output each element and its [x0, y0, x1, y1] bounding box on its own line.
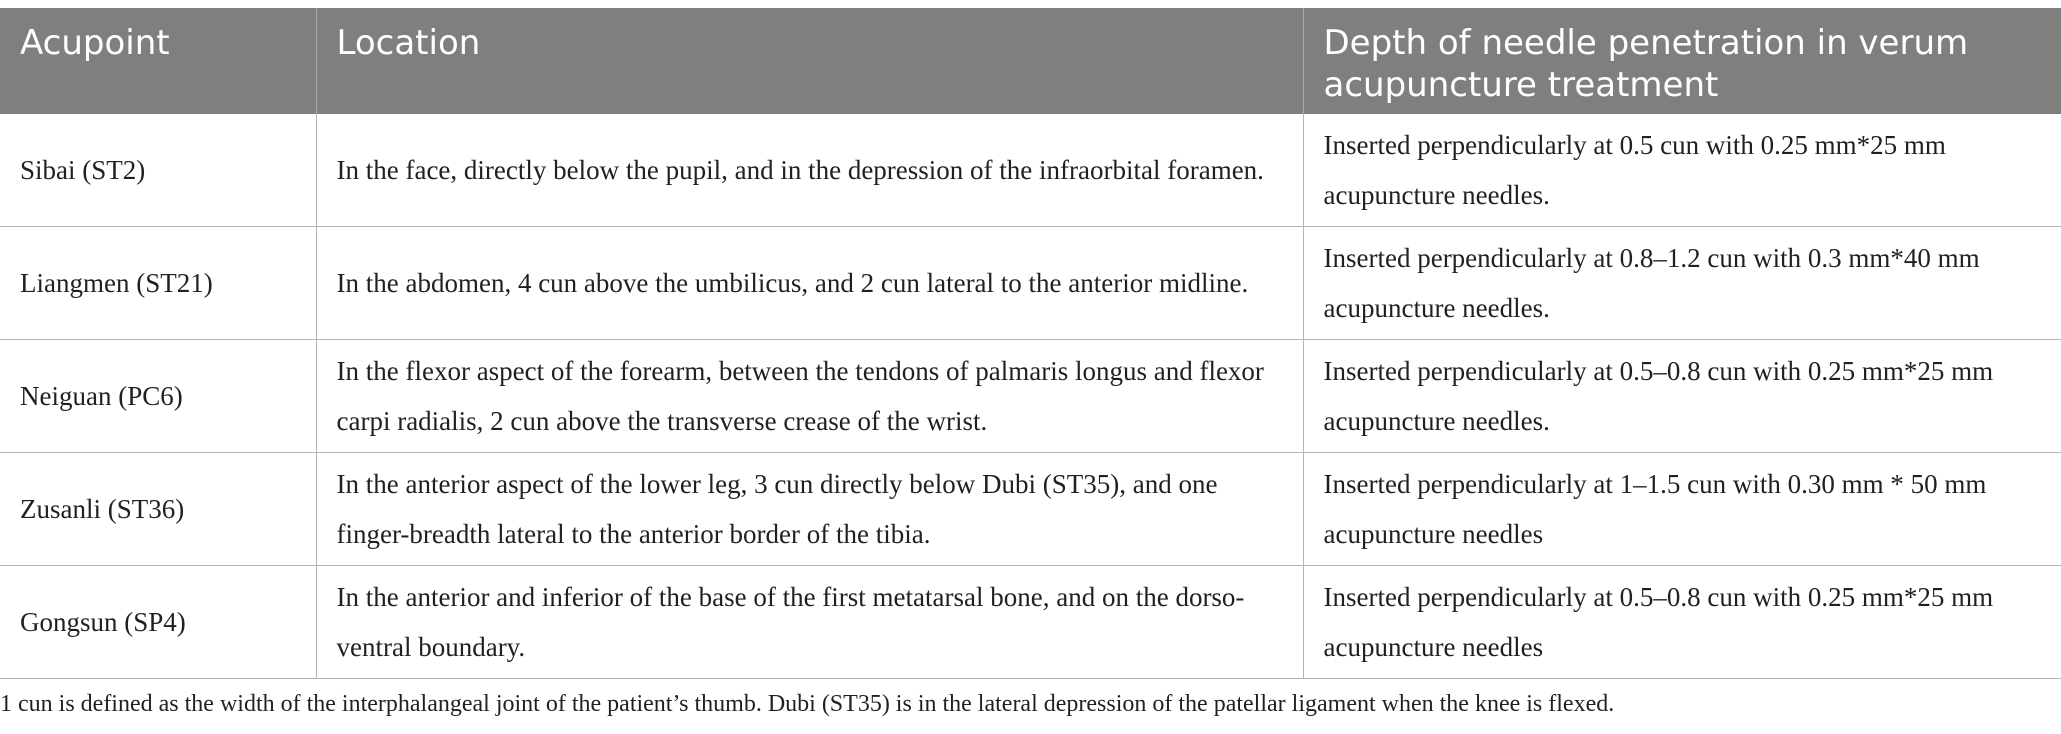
cell-acupoint: Zusanli (ST36): [0, 453, 316, 566]
table-footnote: 1 cun is defined as the width of the interphalangeal joint of the patient’s thumb. Dubi (ST35) is in the lateral depression of the patellar ligament when the knee is flexed.: [0, 691, 1615, 717]
table-row: [0, 340, 2061, 453]
cell-location: In the anterior aspect of the lower leg, 3 cun directly below Dubi (ST35), and one finger-breadth lateral to the anterior border of the tibia.: [316, 453, 1303, 566]
cell-depth: Inserted perpendicularly at 0.8–1.2 cun with 0.3 mm*40 mm acupuncture needles.: [1303, 227, 2061, 340]
table-row: [0, 566, 2061, 679]
table-row: [0, 453, 2061, 566]
header-location: Location: [316, 8, 1303, 114]
cell-acupoint: Sibai (ST2): [0, 114, 316, 227]
table-row: [0, 227, 2061, 340]
table-row: [0, 114, 2061, 227]
cell-location: In the flexor aspect of the forearm, between the tendons of palmaris longus and flexor carpi radialis, 2 cun above the transverse crease of the wrist.: [316, 340, 1303, 453]
cell-location: In the abdomen, 4 cun above the umbilicus, and 2 cun lateral to the anterior midline.: [316, 227, 1303, 340]
acupoint-table: [0, 8, 2061, 679]
cell-depth: Inserted perpendicularly at 0.5–0.8 cun with 0.25 mm*25 mm acupuncture needles: [1303, 566, 2061, 679]
header-depth: Depth of needle penetration in verum acupuncture treatment: [1303, 8, 2061, 114]
cell-acupoint: Gongsun (SP4): [0, 566, 316, 679]
cell-location: In the face, directly below the pupil, and in the depression of the infraorbital foramen.: [316, 114, 1303, 227]
table-body: [0, 114, 2061, 679]
cell-depth: Inserted perpendicularly at 0.5–0.8 cun with 0.25 mm*25 mm acupuncture needles.: [1303, 340, 2061, 453]
cell-acupoint: Neiguan (PC6): [0, 340, 316, 453]
cell-depth: Inserted perpendicularly at 1–1.5 cun with 0.30 mm * 50 mm acupuncture needles: [1303, 453, 2061, 566]
table-header: [0, 8, 2061, 114]
cell-depth: Inserted perpendicularly at 0.5 cun with 0.25 mm*25 mm acupuncture needles.: [1303, 114, 2061, 227]
cell-acupoint: Liangmen (ST21): [0, 227, 316, 340]
header-row: [0, 8, 2061, 114]
acupoint-table-container: [0, 8, 2061, 679]
header-acupoint: Acupoint: [0, 8, 316, 114]
cell-location: In the anterior and inferior of the base of the first metatarsal bone, and on the dorso-ventral boundary.: [316, 566, 1303, 679]
